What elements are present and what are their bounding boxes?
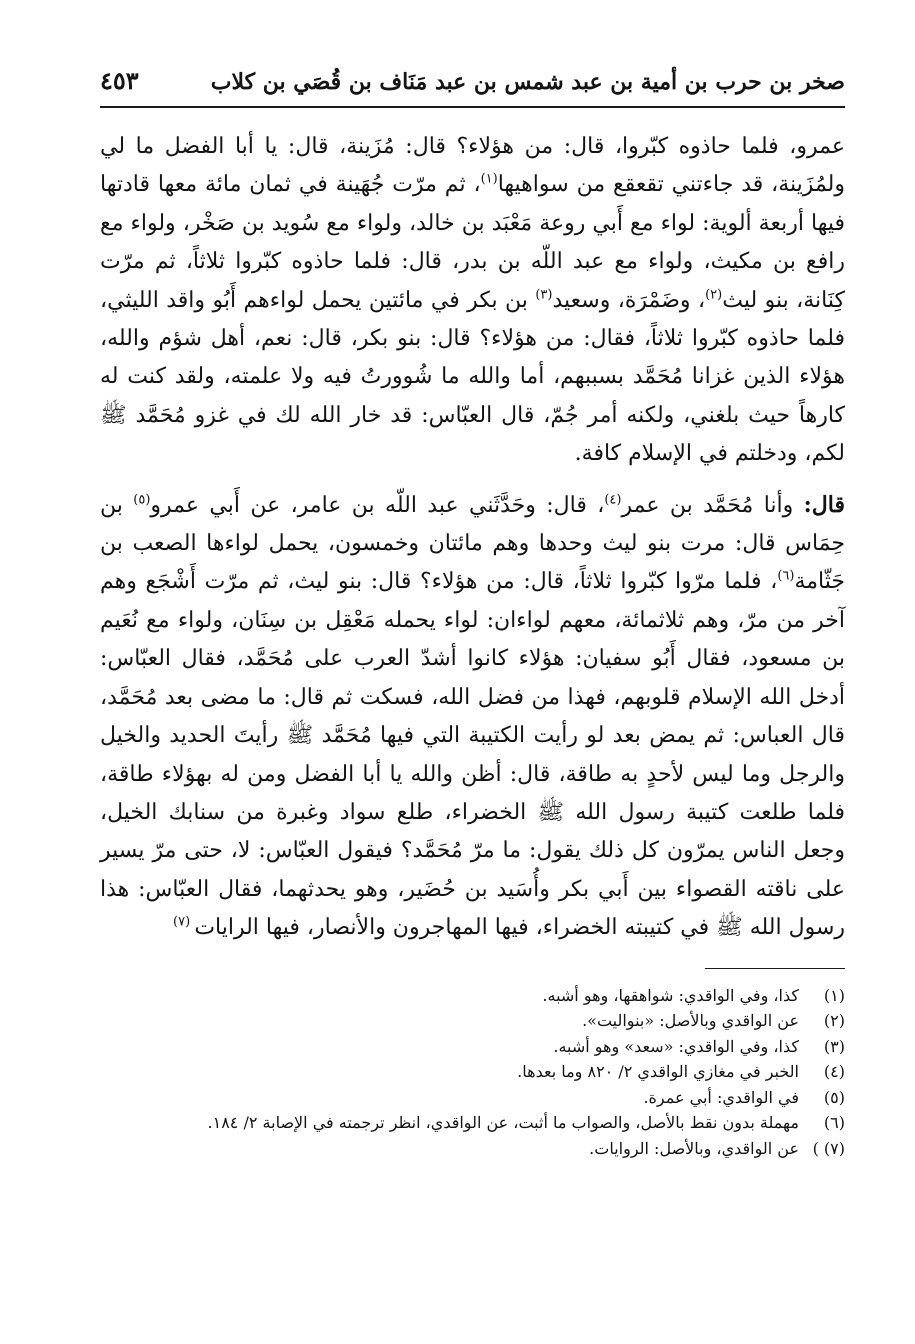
page-number: ٤٥٣ <box>100 66 139 95</box>
footnote-text: كذا، وفي الواقدي: شواهقها، وهو أشبه. <box>542 985 799 1005</box>
footnote-item <box>100 1085 845 1111</box>
footnote-number: (٢) <box>823 1011 845 1031</box>
text-segment: وأنا مُحَمَّد بن عمر <box>621 492 804 518</box>
text-segment: عمرو، فلما حاذوه كبّروا، قال: من هؤلاء؟ قال: مُزَينة، قال: يا أبا الفضل ما لي ولمُزَينة، قد جاءتني تقعقع من سواهيها <box>100 134 845 198</box>
header-divider <box>100 106 845 108</box>
paragraph-2 <box>100 486 845 948</box>
text-segment: ، فلما مرّوا كبّروا ثلاثاً، قال: من هؤلاء؟ قال: بنو ليث، ثم مرّت أَشْجَع وهم آخر من مرّ، وهم ثلاثمائة، معهم لواءان: لواء يحمله مَعْقِل بن سِنَان، ولواء مع نُعَيم بن مسعود، فقال أَبُو سفيان: هؤلاء كانوا أشدّ العرب على مُحَمَّد، فقال العبّاس: أدخل الله الإسلام قلوبهم، فهذا من فضل الله، فسكت ثم قال: ما مضى بعد مُحَمَّد، قال العباس: ثم يمض بعد لو رأيت الكتيبة التي فيها مُحَمَّد ﷺ رأيتَ الحديد والخيل والرجل وما ليس لأحدٍ به طاقة، قال: أظن والله يا أبا الفضل ومن له بهؤلاء طاقة، فلما طلعت كتيبة رسول الله ﷺ الخضراء، طلع سواد وغبرة من سنابك الخيل، وجعل الناس يمرّون كل ذلك يقول: ما مرّ مُحَمَّد؟ فيقول العبّاس: لا، حتى مرّ يسير على ناقته القصواء بين أَبي بكر وأُسَيد بن حُضَير، وهو يحدثهما، فقال العبّاس: هذا رسول الله ﷺ في كتيبته الخضراء، فيها المهاجرون والأنصار، فيها الرايات <box>100 569 845 941</box>
text-segment: بن بكر في مائتين يحمل لواءهم أَبُو واقد الليثي، فلما حاذوه كبّروا ثلاثاً، فقال: من هؤلاء؟ قال: بنو بكر، قال: نعم، أهل شؤم والله، هؤلاء الذين غزانا مُحَمَّد بسببهم، أما والله ما شُوورتُ فيه ولا علمته، ولقد كنت له كارهاً حيث بلغني، ولكنه أمر جُمّ، قال العبّاس: قد خار الله لك في غزو مُحَمَّد ﷺ لكم، ودخلتم في الإسلام كافة. <box>100 287 845 467</box>
footnote-number: (٥) <box>823 1087 845 1107</box>
footnote-number: (١) <box>823 985 845 1005</box>
footnote-text: مهملة بدون نقط بالأصل، والصواب ما أثبت، عن الواقدي، انظر ترجمته في الإصابة ٢/ ١٨٤. <box>207 1113 799 1133</box>
book-page <box>100 66 845 1161</box>
paragraph-1 <box>100 128 845 474</box>
footnote-ref-3[interactable]: (٣) <box>535 287 553 303</box>
footnote-divider <box>705 968 845 969</box>
footnote-item <box>100 1110 845 1136</box>
footnote-text: كذا، وفي الواقدي: «سعد» وهو أشبه. <box>553 1036 799 1056</box>
footnote-ref-4[interactable]: (٤) <box>604 492 622 508</box>
footnote-text: عن الواقدي وبالأصل: «بنواليت». <box>582 1011 799 1031</box>
running-title: صخر بن حرب بن أمية بن عبد شمس بن عبد مَنَاف بن قُصَي بن كلاب <box>210 69 845 95</box>
footnote-ref-1[interactable]: (١) <box>480 172 498 188</box>
footnote-ref-7[interactable]: (٧) <box>173 914 195 930</box>
paragraph-lead-word: قال: <box>803 491 845 518</box>
main-text <box>100 128 845 948</box>
footnote-number: (٣) <box>823 1036 845 1056</box>
footnote-number: (٧) ) <box>812 1138 845 1158</box>
footnote-item <box>100 1136 845 1162</box>
page-header <box>100 66 845 104</box>
footnote-text: الخبر في مغازي الواقدي ٢/ ٨٢٠ وما بعدها. <box>517 1062 799 1082</box>
footnote-text: في الواقدي: أبي عمرة. <box>643 1087 799 1107</box>
footnote-ref-2[interactable]: (٢) <box>705 287 723 303</box>
text-segment: ، قال: وحَدَّثَني عبد اللّه بن عامر، عن أَبي عمرو <box>150 492 605 518</box>
footnote-ref-6[interactable]: (٦) <box>777 569 795 585</box>
footnote-item <box>100 1059 845 1085</box>
footnote-item <box>100 983 845 1009</box>
footnote-number: (٤) <box>823 1062 845 1082</box>
footnote-item <box>100 1008 845 1034</box>
text-segment: ، ثم مرّت جُهَينة في ثمان مائة معها قادتها فيها أربعة ألوية: لواء مع أَبي روعة مَعْبَد بن خالد، ولواء مع سُويد بن صَخْر، ولواء مع رافع بن مكيث، ولواء مع عبد اللّه بن بدر، قال: فلما حاذوه كبّروا ثلاثاً، ثم مرّت كِنَانة، بنو ليث <box>100 172 845 313</box>
footnote-item <box>100 1034 845 1060</box>
text-segment: بن حِمَاس قال: مرت بنو ليث وحدها وهم مائتان وخمسون، يحمل لواءها الصعب بن جَثّامة <box>100 492 845 595</box>
footnote-ref-5[interactable]: (٥) <box>133 492 151 508</box>
footnote-text: عن الواقدي، وبالأصل: الروايات. <box>589 1138 799 1158</box>
footnote-number: (٦) <box>823 1113 845 1133</box>
footnotes-section <box>100 983 845 1162</box>
text-segment: ، وضَمْرَة، وسعيد <box>552 287 706 313</box>
